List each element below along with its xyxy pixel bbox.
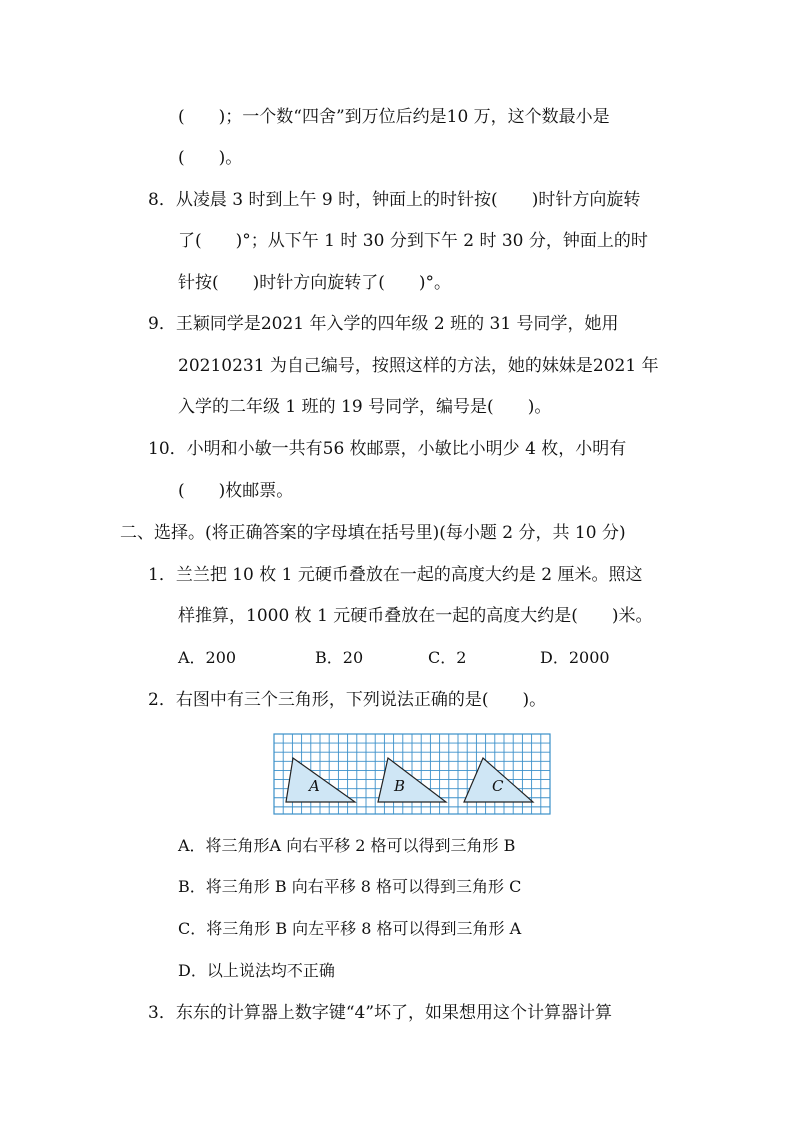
q7-line-3: ( )。 <box>178 148 243 168</box>
choice-q2-option-a: A．将三角形A 向右平移 2 格可以得到三角形 B <box>178 836 516 855</box>
choice-q1-option-c: C．2 <box>428 648 467 667</box>
triangle-label-b: B <box>394 777 406 795</box>
triangle-a <box>286 758 355 802</box>
q8-line-3: 针按( )时针方向旋转了( )°。 <box>178 273 452 293</box>
section-2-heading: 二、选择。(将正确答案的字母填在括号里)(每小题 2 分，共 10 分) <box>120 523 626 543</box>
triangle-label-a: A <box>309 777 320 795</box>
q9-line-2: 20210231 为自己编号，按照这样的方法，她的妹妹是2021 年 <box>178 356 659 376</box>
choice-q2-option-b: B．将三角形 B 向右平移 8 格可以得到三角形 C <box>178 877 522 896</box>
choice-q1-option-b: B．20 <box>315 648 364 667</box>
choice-q2-stem: 2．右图中有三个三角形，下列说法正确的是( )。 <box>148 690 547 710</box>
q8-line-2: 了( )°；从下午 1 时 30 分到下午 2 时 30 分，钟面上的时 <box>178 231 648 251</box>
choice-q2-option-d: D．以上说法均不正确 <box>178 961 335 980</box>
choice-q1-line-1: 1．兰兰把 10 枚 1 元硬币叠放在一起的高度大约是 2 厘米。照这 <box>148 565 643 585</box>
grid-svg <box>273 733 551 815</box>
choice-q1-option-a: A．200 <box>178 648 237 667</box>
choice-q2-option-c: C．将三角形 B 向左平移 8 格可以得到三角形 A <box>178 919 522 938</box>
triangle-grid-figure <box>273 733 551 815</box>
q8-line-1: 8．从凌晨 3 时到上午 9 时，钟面上的时针按( )时针方向旋转 <box>148 190 641 210</box>
q7-line-2: ( )；一个数“四舍”到万位后约是10 万，这个数最小是 <box>178 107 610 127</box>
choice-q1-line-2: 样推算，1000 枚 1 元硬币叠放在一起的高度大约是( )米。 <box>178 606 653 626</box>
q9-line-3: 入学的二年级 1 班的 19 号同学，编号是( )。 <box>178 397 552 417</box>
q10-line-1: 10．小明和小敏一共有56 枚邮票，小敏比小明少 4 枚，小明有 <box>148 439 627 459</box>
choice-q1-option-d: D．2000 <box>540 648 610 667</box>
q9-line-1: 9．王颖同学是2021 年入学的四年级 2 班的 31 号同学，她用 <box>148 314 619 334</box>
choice-q3-line-1: 3．东东的计算器上数字键“4”坏了，如果想用这个计算器计算 <box>148 1003 613 1023</box>
triangle-label-c: C <box>492 777 504 795</box>
q10-line-2: ( )枚邮票。 <box>178 481 294 501</box>
